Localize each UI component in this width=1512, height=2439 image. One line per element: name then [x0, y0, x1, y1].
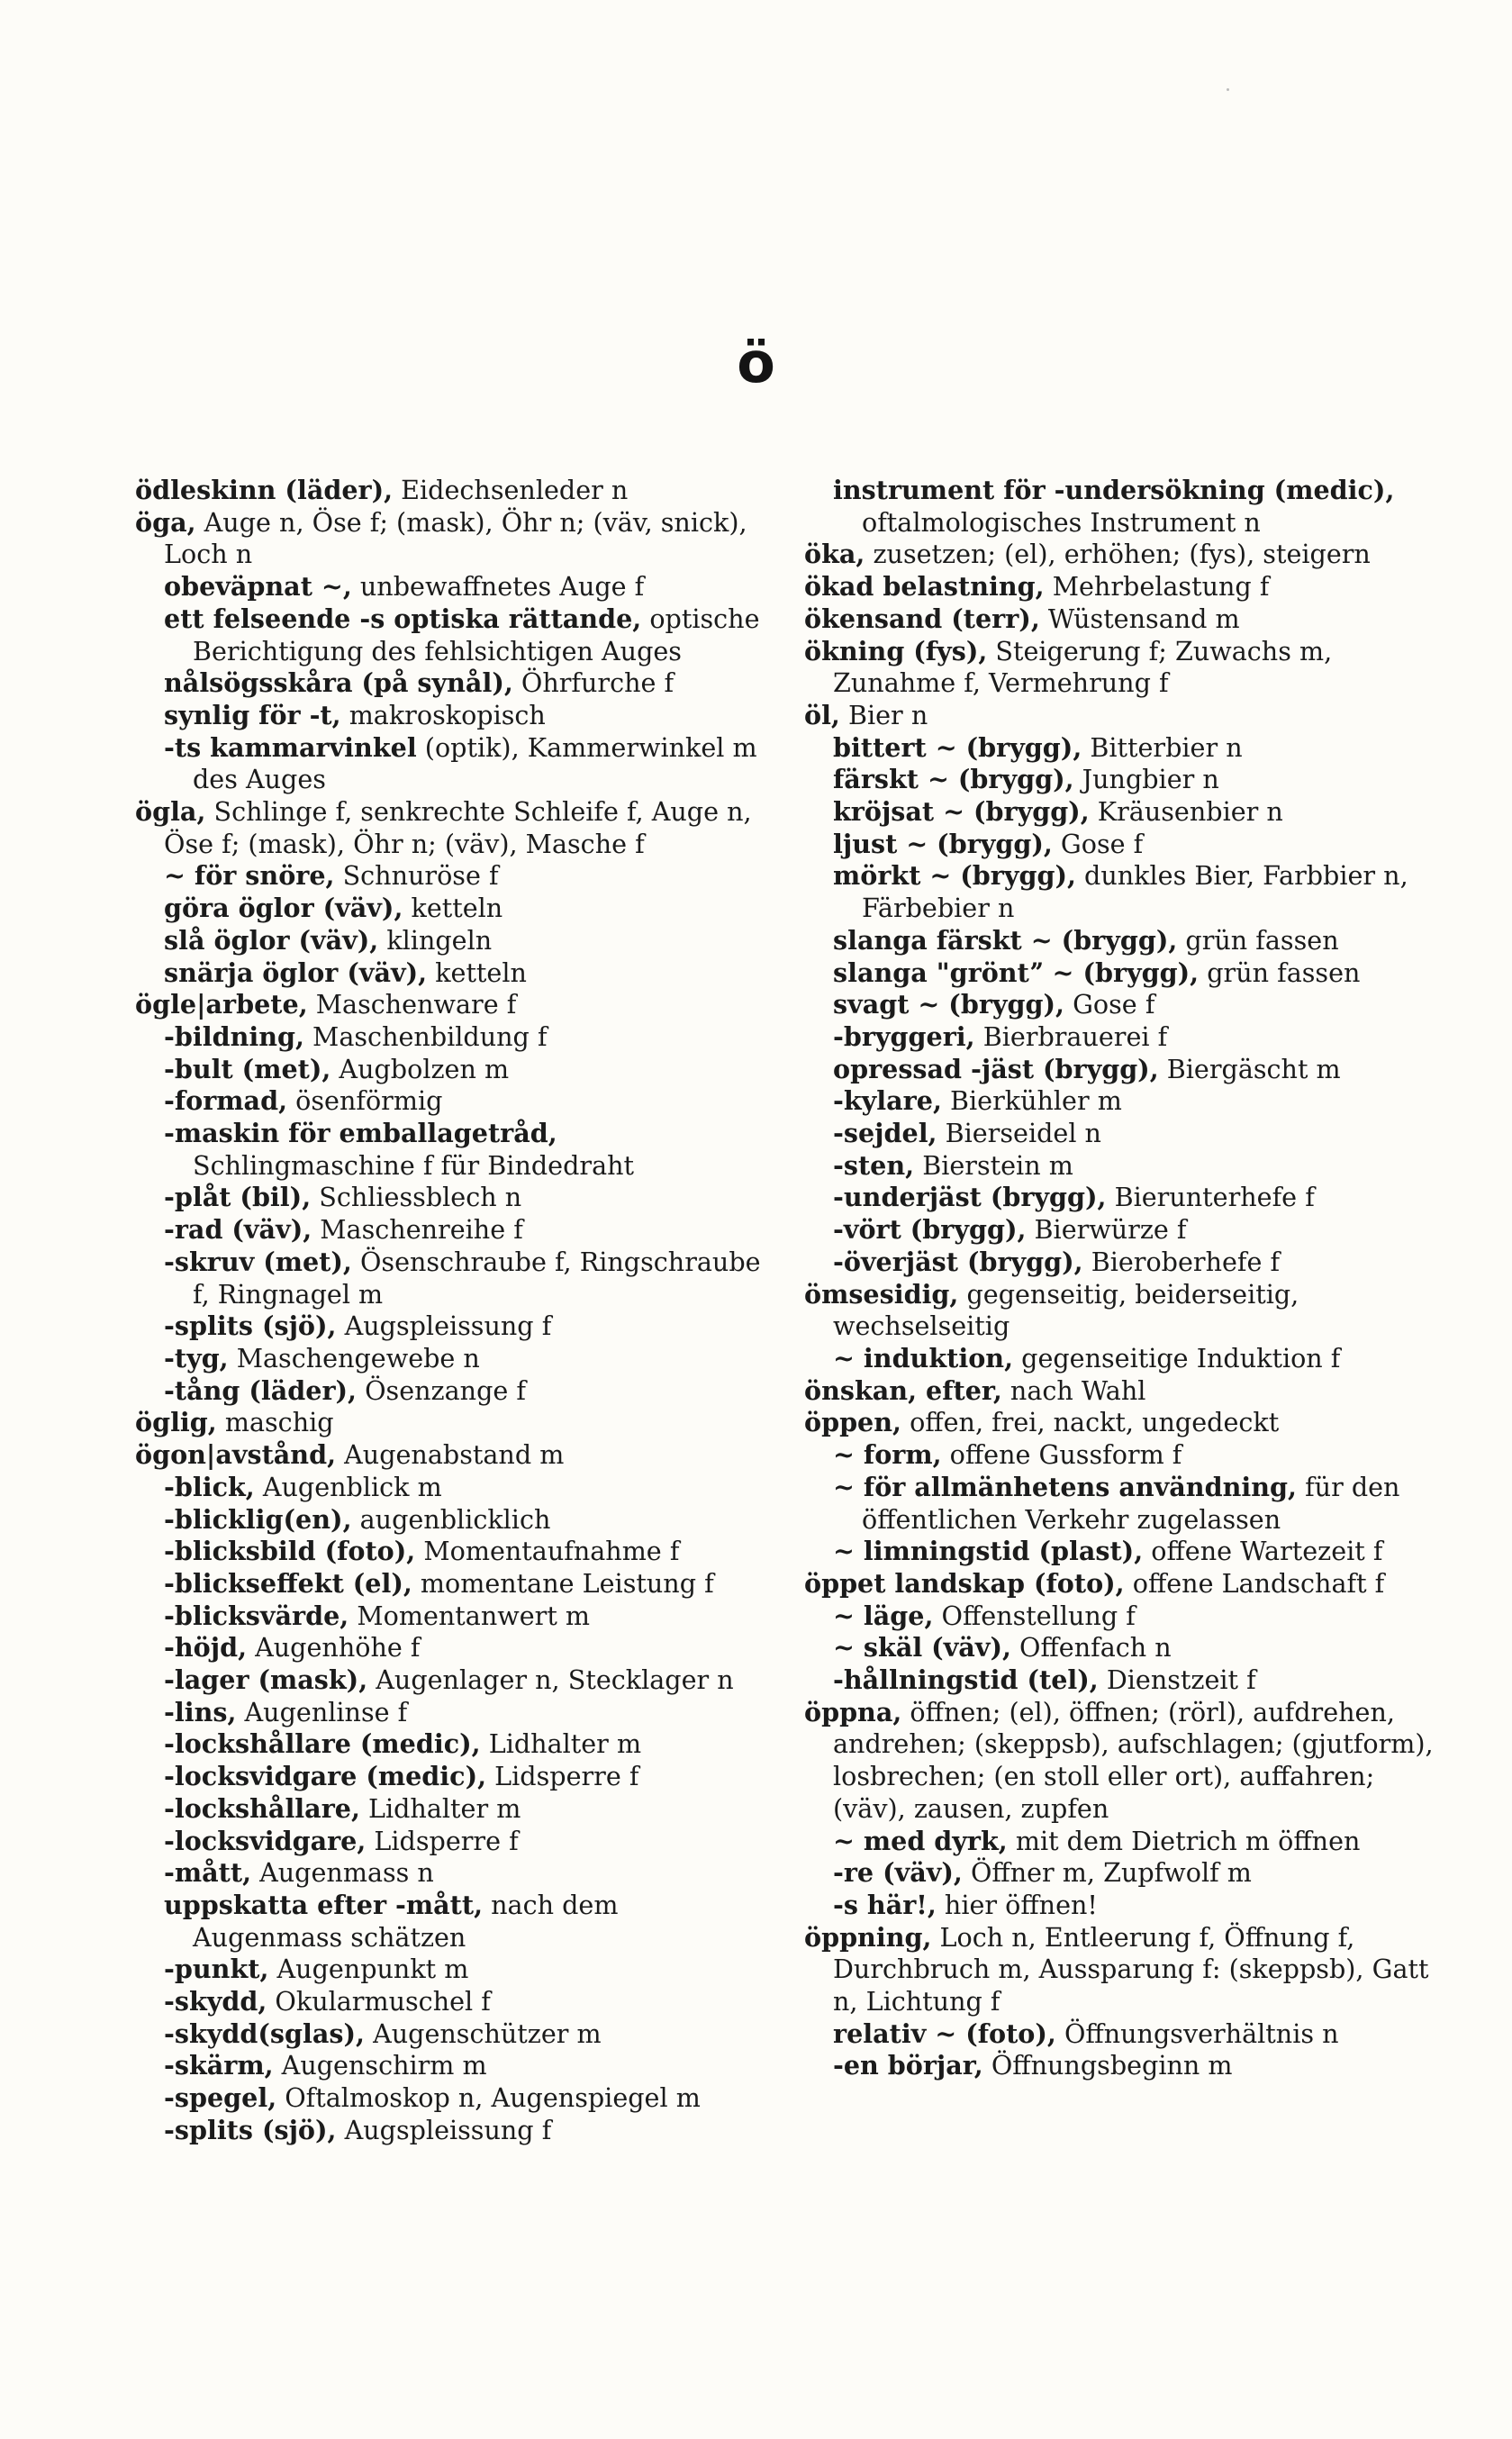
entry-translation: dunkles Bier, Farbbier n, Färbebier n: [862, 860, 1408, 924]
entry-translation: momentane Leistung f: [412, 1567, 714, 1599]
dictionary-entry: [135, 1310, 765, 1343]
entry-translation: Augenschirm m: [273, 2050, 487, 2081]
entry-headword: -rad (väv),: [164, 1214, 312, 1246]
entry-translation: Bieroberhefe f: [1082, 1246, 1281, 1277]
entry-translation: Schlingmaschine f für Bindedraht: [193, 1149, 635, 1181]
entry-headword: -formad,: [164, 1085, 288, 1117]
dictionary-entry: [135, 1857, 765, 1890]
entry-translation: Bierkühler m: [941, 1085, 1122, 1117]
dictionary-entry: [804, 475, 1435, 539]
entry-headword: -tyg,: [164, 1342, 229, 1374]
entry-translation: klingeln: [378, 924, 493, 956]
dictionary-entry: [804, 1439, 1435, 1472]
dictionary-entry: [135, 989, 765, 1021]
entry-translation: mit dem Dietrich m öffnen: [1007, 1825, 1361, 1856]
dictionary-entry: [135, 1826, 765, 1858]
entry-headword: önskan, efter,: [804, 1374, 1002, 1406]
entry-translation: ketteln: [427, 957, 527, 988]
dictionary-entry: [804, 1150, 1435, 1183]
entry-headword: ~ skäl (väv),: [833, 1632, 1011, 1664]
entry-translation: Schnuröse f: [334, 860, 499, 892]
entry-translation: (optik), Kammerwinkel m des Auges: [193, 731, 757, 795]
entry-translation: Lidhalter m: [359, 1792, 521, 1824]
entry-translation: Auge n, Öse f; (mask), Öhr n; (väv, snick), Loch n: [164, 506, 747, 570]
entry-translation: öffnen; (el), öffnen; (rörl), aufdrehen, andrehen; (skeppsb), aufschlagen; (gjutform), losbrechen; (en stoll eller ort), auffahren; (väv), zausen, zupfen: [833, 1696, 1434, 1824]
dictionary-entry: [804, 603, 1435, 636]
entry-translation: Öffnungsbeginn m: [982, 2050, 1233, 2081]
dictionary-entry: [135, 860, 765, 893]
entry-translation: Lidsperre f: [486, 1761, 639, 1792]
entry-headword: bittert ~ (brygg),: [833, 731, 1082, 763]
entry-translation: Gose f: [1052, 828, 1144, 859]
dictionary-entry: [804, 925, 1435, 957]
dictionary-entry: [804, 764, 1435, 796]
entry-translation: Lidhalter m: [480, 1728, 642, 1760]
entry-translation: grün fassen: [1199, 957, 1361, 988]
entry-translation: Maschenbildung f: [303, 1020, 548, 1052]
entry-translation: Öhrfurche f: [512, 667, 675, 699]
entry-translation: Maschenreihe f: [312, 1214, 523, 1246]
dictionary-entry: [135, 2115, 765, 2147]
entry-headword: -skruv (met),: [164, 1246, 352, 1277]
dictionary-entry: [135, 1793, 765, 1826]
entry-translation: ketteln: [403, 893, 503, 924]
left-column: [135, 475, 765, 2147]
dictionary-entry: [135, 2050, 765, 2082]
entry-headword: -spegel,: [164, 2082, 277, 2114]
dictionary-entry: [804, 1568, 1435, 1600]
entry-translation: Maschenware f: [307, 989, 517, 1020]
entry-headword: -lockshållare (medic),: [164, 1728, 481, 1760]
entry-headword: -bult (met),: [164, 1053, 331, 1084]
entry-headword: ~ induktion,: [833, 1342, 1014, 1374]
entry-headword: -tång (läder),: [164, 1374, 357, 1406]
entry-translation: Dienstzeit f: [1098, 1664, 1256, 1696]
entry-translation: oftalmologisches Instrument n: [862, 506, 1261, 538]
entry-translation: nach Wahl: [1001, 1374, 1146, 1406]
entry-translation: Maschengewebe n: [228, 1342, 480, 1374]
dictionary-entry: [135, 1182, 765, 1214]
section-letter-heading: ö: [737, 330, 775, 395]
entry-translation: Loch n, Entleerung f, Öffnung f, Durchbruch m, Aussparung f: (skeppsb), Gatt n, Lichtung f: [833, 1921, 1429, 2017]
entry-translation: Ösenschraube f, Ringschraube f, Ringnagel m: [193, 1246, 761, 1310]
entry-headword: -splits (sjö),: [164, 2114, 337, 2145]
dictionary-entry: [804, 829, 1435, 861]
entry-translation: Bierbrauerei f: [974, 1020, 1168, 1052]
dictionary-entry: [804, 1632, 1435, 1664]
entry-headword: -kylare,: [833, 1085, 942, 1117]
entry-headword: -hållningstid (tel),: [833, 1664, 1099, 1696]
dictionary-entry: [135, 1728, 765, 1761]
entry-translation: Kräusenbier n: [1089, 796, 1283, 828]
entry-translation: Bier n: [839, 699, 928, 730]
entry-translation: Jungbier n: [1073, 764, 1219, 795]
dictionary-entry: [804, 1214, 1435, 1247]
entry-translation: Oftalmoskop n, Augenspiegel m: [276, 2082, 701, 2114]
entry-headword: ömsesidig,: [804, 1278, 959, 1310]
entry-headword: -s här!,: [833, 1889, 937, 1920]
entry-headword: ögle|arbete,: [135, 989, 308, 1020]
entry-headword: ödleskinn (läder),: [135, 475, 394, 505]
entry-translation: offen, frei, nackt, ungedeckt: [901, 1407, 1280, 1438]
dictionary-entry: [135, 1632, 765, 1664]
dictionary-entry: [135, 893, 765, 925]
dictionary-entry: [804, 1279, 1435, 1343]
entry-headword: snärja öglor (väv),: [164, 957, 428, 988]
entry-translation: Augspleissung f: [336, 1310, 552, 1342]
entry-headword: öppna,: [804, 1696, 902, 1727]
entry-headword: göra öglor (väv),: [164, 893, 403, 924]
entry-translation: Lidsperre f: [366, 1825, 519, 1856]
dictionary-entry: [804, 1343, 1435, 1375]
dictionary-entry: [135, 1343, 765, 1375]
dictionary-entry: [804, 1890, 1435, 1922]
dictionary-entry: [804, 2018, 1435, 2051]
entry-translation: Bierstein m: [914, 1149, 1073, 1181]
dictionary-entry: [804, 1085, 1435, 1118]
entry-headword: öl,: [804, 699, 840, 730]
dictionary-entry: [135, 1118, 765, 1182]
dictionary-entry: [804, 1826, 1435, 1858]
entry-headword: -re (väv),: [833, 1857, 963, 1889]
entry-headword: -vört (brygg),: [833, 1214, 1027, 1246]
entry-headword: -blickseffekt (el),: [164, 1567, 412, 1599]
entry-headword: -maskin för emballagetråd,: [164, 1118, 557, 1149]
dictionary-entry: [804, 539, 1435, 571]
entry-headword: kröjsat ~ (brygg),: [833, 796, 1090, 828]
entry-headword: öglig,: [135, 1407, 217, 1438]
dictionary-entry: [135, 475, 765, 507]
entry-headword: relativ ~ (foto),: [833, 2017, 1056, 2049]
entry-headword: ögla,: [135, 796, 206, 828]
entry-translation: hier öffnen!: [936, 1889, 1098, 1920]
entry-headword: -bildning,: [164, 1020, 304, 1052]
entry-translation: Augenhöhe f: [247, 1632, 421, 1664]
entry-translation: Schliessblech n: [311, 1182, 522, 1213]
entry-headword: -höjd,: [164, 1632, 248, 1664]
dictionary-entry: [804, 989, 1435, 1021]
dictionary-entry: [804, 1922, 1435, 2018]
dictionary-entry: [135, 1536, 765, 1568]
entry-headword: nålsögsskåra (på synål),: [164, 667, 513, 699]
entry-headword: -skydd(sglas),: [164, 2017, 365, 2049]
dictionary-entry: [804, 1857, 1435, 1890]
entry-translation: Offenfach n: [1010, 1632, 1172, 1664]
entry-translation: Biergäscht m: [1158, 1053, 1341, 1084]
entry-headword: ett felseende -s optiska rättande,: [164, 603, 642, 634]
entry-translation: Augenabstand m: [336, 1439, 565, 1471]
entry-headword: -en börjar,: [833, 2050, 983, 2081]
entry-headword: slanga "gröntˮ ~ (brygg),: [833, 957, 1200, 988]
entry-translation: Augenmass n: [251, 1857, 434, 1889]
dictionary-entry: [804, 1247, 1435, 1279]
entry-translation: maschig: [216, 1407, 334, 1438]
entry-translation: Augbolzen m: [330, 1053, 510, 1084]
entry-headword: -mått,: [164, 1857, 252, 1889]
dictionary-entry: [135, 1504, 765, 1537]
dictionary-entry: [804, 1664, 1435, 1697]
entry-headword: ~ form,: [833, 1439, 942, 1471]
entry-translation: makroskopisch: [340, 699, 546, 730]
entry-headword: -plåt (bil),: [164, 1182, 312, 1213]
dictionary-entry: [135, 796, 765, 860]
entry-headword: öka,: [804, 539, 865, 570]
dictionary-entry: [804, 1536, 1435, 1568]
entry-headword: -lins,: [164, 1696, 237, 1727]
dictionary-entry: [135, 1986, 765, 2018]
entry-headword: ökad belastning,: [804, 571, 1045, 603]
entry-translation: Augspleissung f: [336, 2114, 552, 2145]
dictionary-entry: [135, 1697, 765, 1729]
dictionary-entry: [804, 732, 1435, 765]
entry-headword: ~ limningstid (plast),: [833, 1536, 1144, 1567]
entry-translation: Augenlager n, Stecklager n: [367, 1664, 734, 1696]
entry-translation: offene Landschaft f: [1124, 1567, 1385, 1599]
entry-translation: gegenseitig, beiderseitig, wechselseitig: [833, 1278, 1299, 1342]
entry-headword: -sejdel,: [833, 1118, 937, 1149]
entry-translation: offene Wartezeit f: [1143, 1536, 1383, 1567]
entry-translation: für den öffentlichen Verkehr zugelassen: [862, 1471, 1400, 1535]
page-speck: [1227, 88, 1229, 91]
entry-translation: Ösenzange f: [357, 1374, 526, 1406]
entry-headword: öga,: [135, 506, 196, 538]
entry-headword: svagt ~ (brygg),: [833, 989, 1064, 1020]
entry-translation: Augenschützer m: [364, 2017, 602, 2049]
entry-headword: ögon|avstånd,: [135, 1439, 337, 1471]
entry-headword: ~ för snöre,: [164, 860, 335, 892]
dictionary-entry: [135, 571, 765, 603]
entry-headword: -locksvidgare,: [164, 1825, 367, 1856]
entry-translation: Bitterbier n: [1082, 731, 1243, 763]
dictionary-entry: [135, 667, 765, 700]
entry-translation: Öffner m, Zupfwolf m: [962, 1857, 1252, 1889]
entry-headword: -punkt,: [164, 1954, 269, 1985]
entry-translation: Offenstellung f: [933, 1600, 1136, 1631]
dictionary-entry: [804, 1600, 1435, 1633]
dictionary-entry: [135, 1214, 765, 1247]
entry-translation: Öffnungsverhältnis n: [1055, 2017, 1339, 2049]
dictionary-entry: [135, 1054, 765, 1086]
entry-translation: zusetzen; (el), erhöhen; (fys), steigern: [865, 539, 1371, 570]
entry-translation: grün fassen: [1177, 924, 1339, 956]
right-column: [804, 475, 1435, 2082]
dictionary-entry: [135, 2082, 765, 2115]
dictionary-entry: [135, 603, 765, 667]
entry-headword: -blicksbild (foto),: [164, 1536, 416, 1567]
dictionary-entry: [804, 1182, 1435, 1214]
entry-translation: Augenlinse f: [236, 1696, 408, 1727]
entry-headword: ökning (fys),: [804, 635, 988, 666]
dictionary-entry: [135, 1954, 765, 1986]
dictionary-entry: [804, 1118, 1435, 1150]
dictionary-entry: [804, 636, 1435, 700]
entry-headword: -ts kammarvinkel: [164, 731, 417, 763]
entry-headword: ~ för allmänhetens användning,: [833, 1471, 1297, 1502]
entry-translation: nach dem Augenmass schätzen: [193, 1889, 619, 1953]
entry-headword: -överjäst (brygg),: [833, 1246, 1083, 1277]
dictionary-entry: [804, 860, 1435, 924]
dictionary-entry: [804, 1054, 1435, 1086]
dictionary-entry: [804, 700, 1435, 732]
dictionary-entry: [135, 2018, 765, 2051]
entry-headword: -bryggeri,: [833, 1020, 975, 1052]
entry-headword: öppning,: [804, 1921, 932, 1953]
dictionary-entry: [804, 1375, 1435, 1408]
dictionary-entry: [804, 1697, 1435, 1826]
entry-headword: slanga färskt ~ (brygg),: [833, 924, 1178, 956]
entry-translation: augenblicklich: [351, 1503, 551, 1535]
entry-headword: -skydd,: [164, 1986, 267, 2017]
dictionary-entry: [135, 700, 765, 732]
entry-headword: uppskatta efter -mått,: [164, 1889, 484, 1920]
entry-headword: obeväpnat ~,: [164, 571, 352, 603]
dictionary-entry: [135, 1664, 765, 1697]
entry-translation: Momentaufnahme f: [415, 1536, 680, 1567]
entry-headword: -blicksvärde,: [164, 1600, 349, 1631]
dictionary-entry: [135, 957, 765, 990]
entry-headword: opressad -jäst (brygg),: [833, 1053, 1159, 1084]
entry-headword: -lager (mask),: [164, 1664, 368, 1696]
entry-translation: Momentanwert m: [349, 1600, 591, 1631]
entry-translation: Wüstensand m: [1039, 603, 1240, 634]
dictionary-entry: [135, 1600, 765, 1633]
dictionary-entry: [135, 1568, 765, 1600]
dictionary-entry: [135, 1085, 765, 1118]
dictionary-entry: [135, 1375, 765, 1408]
entry-translation: Schlinge f, senkrechte Schleife f, Auge n, Öse f; (mask), Öhr n; (väv), Masche f: [164, 796, 752, 859]
dictionary-entry: [135, 1472, 765, 1504]
dictionary-entry: [135, 1407, 765, 1439]
entry-headword: -locksvidgare (medic),: [164, 1761, 487, 1792]
entry-translation: Okularmuschel f: [267, 1986, 491, 2017]
entry-headword: mörkt ~ (brygg),: [833, 860, 1076, 892]
entry-translation: Mehrbelastung f: [1044, 571, 1270, 603]
entry-translation: gegenseitige Induktion f: [1013, 1342, 1341, 1374]
dictionary-entry: [804, 1021, 1435, 1054]
dictionary-entry: [804, 796, 1435, 829]
entry-translation: Augenpunkt m: [268, 1954, 469, 1985]
entry-headword: öppen,: [804, 1407, 901, 1438]
dictionary-entry: [135, 925, 765, 957]
dictionary-entry: [135, 1761, 765, 1793]
entry-translation: offene Gussform f: [941, 1439, 1182, 1471]
entry-headword: -skärm,: [164, 2050, 274, 2081]
entry-headword: -blick,: [164, 1471, 255, 1502]
entry-translation: Bierwürze f: [1026, 1214, 1187, 1246]
entry-headword: synlig för -t,: [164, 699, 341, 730]
entry-translation: optische Berichtigung des fehlsichtigen Auges: [193, 603, 760, 666]
dictionary-entry: [135, 1890, 765, 1954]
dictionary-entry: [804, 957, 1435, 990]
dictionary-entry: [135, 1247, 765, 1310]
entry-translation: Augenblick m: [254, 1471, 442, 1502]
entry-translation: Steigerung f; Zuwachs m, Zunahme f, Vermehrung f: [833, 635, 1333, 699]
entry-headword: ~ med dyrk,: [833, 1825, 1008, 1856]
entry-headword: slå öglor (väv),: [164, 924, 379, 956]
entry-headword: ~ läge,: [833, 1600, 934, 1631]
dictionary-entry: [135, 1439, 765, 1472]
entry-headword: -splits (sjö),: [164, 1310, 337, 1342]
entry-translation: Bierunterhefe f: [1106, 1182, 1315, 1213]
entry-headword: ljust ~ (brygg),: [833, 828, 1053, 859]
entry-translation: Eidechsenleder n: [393, 475, 629, 505]
entry-translation: unbewaffnetes Auge f: [351, 571, 645, 603]
dictionary-entry: [804, 1407, 1435, 1439]
entry-headword: -underjäst (brygg),: [833, 1182, 1107, 1213]
entry-translation: ösenförmig: [287, 1085, 443, 1117]
dictionary-entry: [135, 1021, 765, 1054]
dictionary-entry: [804, 2050, 1435, 2082]
dictionary-entry: [135, 507, 765, 571]
entry-translation: Gose f: [1064, 989, 1155, 1020]
entry-headword: -lockshållare,: [164, 1792, 360, 1824]
dictionary-entry: [804, 1472, 1435, 1536]
entry-headword: färskt ~ (brygg),: [833, 764, 1074, 795]
entry-headword: ökensand (terr),: [804, 603, 1040, 634]
entry-headword: -sten,: [833, 1149, 915, 1181]
entry-headword: instrument för -undersökning (medic),: [833, 475, 1395, 505]
entry-translation: Bierseidel n: [937, 1118, 1101, 1149]
dictionary-entry: [135, 732, 765, 796]
entry-headword: -blicklig(en),: [164, 1503, 352, 1535]
dictionary-entry: [804, 571, 1435, 603]
entry-headword: öppet landskap (foto),: [804, 1567, 1125, 1599]
